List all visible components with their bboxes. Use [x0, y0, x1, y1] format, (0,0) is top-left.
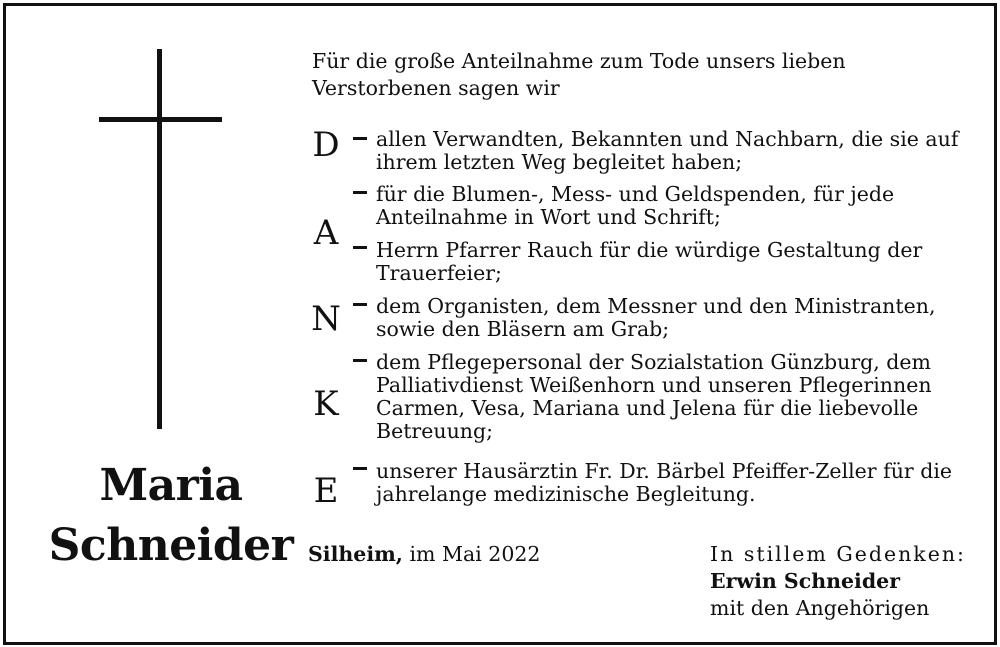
cross-icon-bar	[99, 117, 222, 122]
thanks-item-6: unserer Hausärztin Fr. Dr. Bärbel Pfeiffer-Zeller für die jahrelange medizinische Begleitung.	[376, 459, 953, 506]
deceased-first-name: Maria	[99, 460, 243, 511]
dash-icon	[353, 191, 367, 194]
danke-letter-e: E	[313, 471, 339, 511]
danke-letter-a: A	[313, 213, 339, 253]
thanks-item-5: dem Pflegepersonal der Sozialstation Günzburg, dem Palliativdienst Weißenhorn und unseren Pflegerinnen Carmen, Vesa, Mariana und Jelena für die liebevolle Betreuung;	[376, 350, 932, 443]
signature-signer: Erwin Schneider	[710, 569, 901, 593]
place-city: Silheim,	[308, 542, 403, 566]
place-date	[308, 541, 540, 568]
danke-letter-n: N	[311, 299, 341, 339]
deceased-last-name: Schneider	[48, 520, 294, 571]
thanks-item-2: für die Blumen-, Mess- und Geldspenden, für jede Anteilnahme in Wort und Schrift;	[376, 182, 895, 229]
danke-letter-k: K	[313, 384, 339, 424]
signature-relatives: mit den Angehörigen	[710, 596, 930, 620]
dash-icon	[353, 359, 367, 362]
intro-text: Für die große Anteilnahme zum Tode unsers lieben Verstorbenen sagen wir	[312, 49, 846, 100]
obituary-frame	[3, 3, 997, 645]
thanks-item-1: allen Verwandten, Bekannten und Nachbarn, die sie auf ihrem letzten Weg begleitet haben;	[376, 127, 959, 174]
cross-icon	[157, 49, 162, 429]
thanks-item-3: Herrn Pfarrer Rauch für die würdige Gestaltung der Trauerfeier;	[376, 238, 923, 285]
dash-icon	[353, 467, 367, 470]
dash-icon	[353, 303, 367, 306]
place-date-text: im Mai 2022	[409, 542, 541, 566]
signature-block	[710, 541, 980, 622]
signature-greeting: In stillem Gedenken:	[710, 542, 966, 566]
dash-icon	[353, 246, 367, 249]
dash-icon	[353, 137, 367, 140]
thanks-item-4: dem Organisten, dem Messner und den Ministranten, sowie den Bläsern am Grab;	[376, 294, 936, 341]
danke-letter-d: D	[312, 125, 340, 165]
